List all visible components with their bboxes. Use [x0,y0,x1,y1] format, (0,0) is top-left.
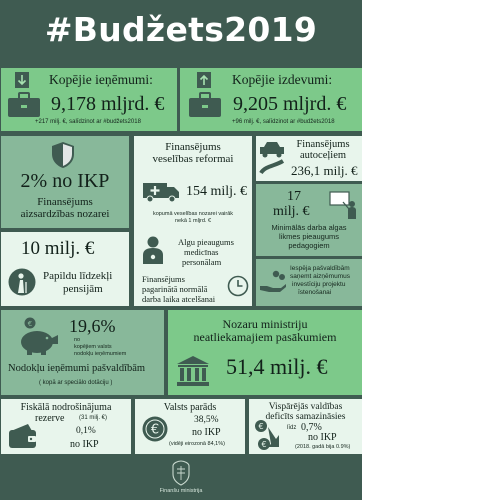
svg-text:€: € [258,422,264,431]
pensions-label-2: pensijām [63,283,103,295]
expenditure-panel [180,68,362,131]
expenditure-value: 9,205 mljrd. € [233,93,347,115]
expenditure-note: +96 milj. €, salīdzinot ar #budžets2018 [232,119,335,125]
teachers-value-1: 17 [287,189,301,204]
health-note-1: kopumā veselības nozarei vairāk [152,211,234,217]
revenue-note: +217 milj. €, salīdzinot ar #budžets2018 [35,119,141,125]
local-gov-small-1: no [74,337,81,343]
health-wages-2: medicīnas [184,247,219,257]
svg-text:€: € [150,422,160,438]
reserve-panel [1,399,131,454]
health-value: 154 milj. € [186,184,248,199]
municipal-loans-text-2: saņemt aizņēmumus [290,273,350,280]
health-wages-1: Algu pieaugums [178,237,234,247]
svg-text:€: € [261,440,267,449]
revenue-panel [1,68,177,131]
teacher-board-icon [328,190,358,220]
shield-icon [51,141,75,169]
arrow-up-icon [197,72,211,88]
euro-arrow-down-icon [253,419,285,451]
health-note-2: nekā 1 mljrd. € [174,218,212,224]
arrow-down-icon [15,72,29,88]
local-gov-panel [1,310,164,395]
local-gov-small-3: nodokļu ieņēmumiem [74,351,127,357]
hand-coins-icon [259,269,287,293]
roads-title-1: Finansējums [296,139,350,150]
health-work-1: Finansējums [142,274,185,284]
defense-value: 2% no IKP [20,170,110,192]
debt-panel [135,399,245,454]
teachers-panel [256,184,362,256]
municipal-loans-panel [256,259,362,306]
clock-icon [227,275,249,297]
reserve-value: 0,1% [76,426,96,436]
health-wages-3: personālam [182,257,222,267]
defense-panel [1,136,129,228]
briefcase-icon [188,92,222,118]
reserve-label-2: rezerve [35,413,65,424]
deficit-label-2: deficīts samazināsies [265,412,346,422]
elderly-person-icon [8,268,36,296]
defense-label-1: Finansējums [37,196,93,208]
pensions-label-1: Papildu līdzekļi [43,270,113,282]
reserve-unit: no IKP [70,439,99,450]
deficit-note: (2018. gadā bija 0.9%) [295,444,351,450]
municipal-loans-text-1: Iespēja pašvaldībām [290,265,350,272]
expenditure-label: Kopējie izdevumi: [232,72,333,87]
local-gov-small-2: kopējiem valsts [74,344,112,350]
reserve-amount: (31 milj. €) [79,415,108,421]
health-work-3: darba laika atcelšanai [142,294,216,304]
deficit-prefix: līdz [287,425,297,431]
debt-unit: no IKP [192,427,221,438]
defense-label-2: aizsardzības nozarei [20,208,110,220]
euro-coin-icon [142,416,168,442]
health-work-2: pagarinātā normālā [142,284,208,294]
doctor-icon [142,235,164,265]
deficit-panel [249,399,362,454]
roads-value: 236,1 milj. € [291,163,358,178]
roads-title-2: autoceļiem [299,150,347,161]
health-panel [134,136,252,306]
museum-icon [176,355,210,387]
deficit-label-1: Vispārējās valdības [268,402,343,412]
ambulance-icon [142,178,180,204]
local-gov-note: ( kopā ar speciālo dotāciju ) [39,380,113,386]
pensions-panel [1,232,129,306]
ministries-label-1: Nozaru ministriju [222,317,308,331]
roads-panel [256,136,362,181]
debt-value: 38,5% [194,415,219,425]
car-road-icon [259,142,285,174]
teachers-note-2: likmes pieaugums [278,232,340,241]
deficit-unit: no IKP [308,432,337,443]
ministries-panel [168,310,362,395]
coat-of-arms-icon [170,460,192,486]
revenue-value: 9,178 mljrd. € [51,93,165,115]
wallet-icon [8,423,38,449]
svg-text:€: € [27,320,33,328]
ministries-value: 51,4 milj. € [226,354,328,379]
municipal-loans-text-3: investīciju projektu [292,281,346,288]
deficit-value: 0,7% [301,422,322,433]
piggy-bank-icon [13,316,61,356]
local-gov-value: 19,6% [69,316,116,336]
health-title-1: Finansējums [165,141,221,153]
page-title: #Budžets2019 [44,10,318,49]
municipal-loans-text-4: īstenošanai [298,289,332,296]
local-gov-label: Nodokļu ieņēmumi pašvaldībām [8,363,146,374]
briefcase-icon [7,92,41,118]
pensions-value: 10 milj. € [21,238,95,259]
teachers-value-2: milj. € [273,204,310,219]
footer-ministry: Finanšu ministrija [159,488,203,494]
reserve-label-1: Fiskālā nodrošinājuma [20,402,112,413]
teachers-note-1: Minimālās darba algas [271,223,347,232]
ministries-label-2: neatliekamajiem pasākumiem [193,330,337,344]
debt-label: Valsts parāds [163,402,217,413]
teachers-note-3: pedagogiem [288,241,330,250]
health-title-2: veselības reformai [152,153,234,165]
revenue-label: Kopējie ieņēmumi: [49,72,153,87]
debt-note: (vidēji eirozonā 84,1%) [169,441,225,447]
